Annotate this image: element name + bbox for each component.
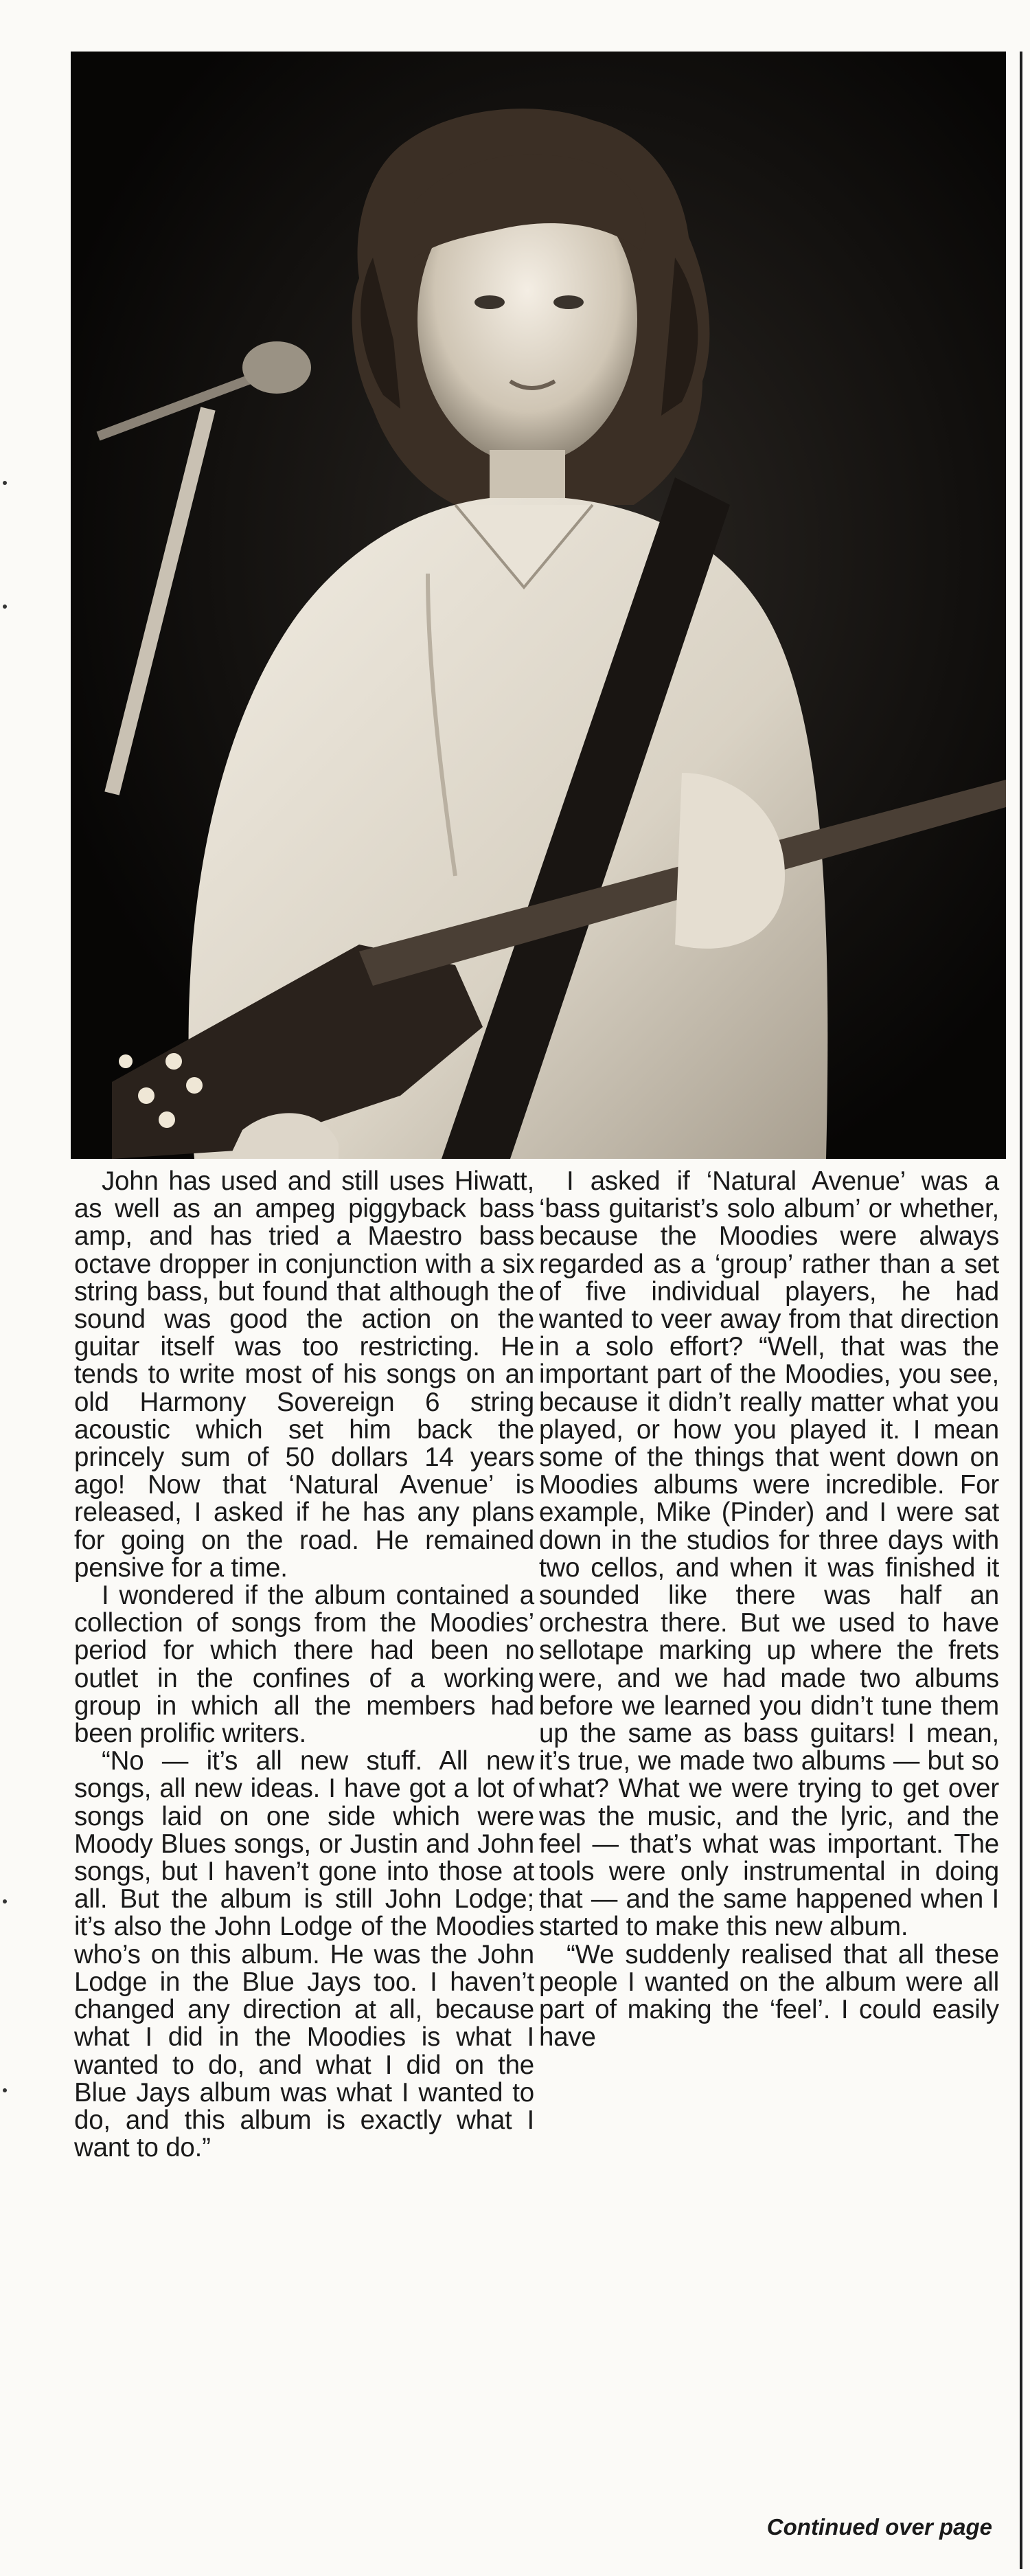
article-paragraph: “No — it’s all new stuff. All new songs, all new ideas. I have got a lot of songs laid on one side which were Moody Blues songs, or Justin and John songs, but I haven’t gone into those at all. But the album is still John Lodge; it’s also the John Lodge of the Moodies who’s on this album. He was the John Lodge in the Blue Jays too. I haven’t changed any direction at all, because what I did in the Moodies is what I wanted to do, and what I did on the Blue Jays album was what I wanted to do, and this album is exactly what I want to do.” — [74, 1746, 534, 2163]
article-paragraph: I asked if ‘Natural Avenue’ was a ‘bass guitarist’s solo album’ or whether, because the Moodies were always regarded as a ‘group’ rather than a set of five individual players, he had wanted to veer away from that direction in a solo effort? “Well, that was the important part of the Moodies, you see, because it didn’t really matter what you played, or how you played it. I mean some of the things that went down on Moodies albums were incredible. For example, Mike (Pinder) and I were sat down in the studios for three days with two cellos, and when it was finished it sounded like there was half an orchestra there. But we used to have sellotape marking up where the frets were, and we had made two albums before we learned you didn’t tune them up the same as bass guitars! I mean, it’s true, we made two albums — but so what? What we were trying to get over was the music, and the lyric, and the feel — that’s what was important. The tools were only instrumental in doing that — and the same happened when I started to make this new album. — [539, 1166, 999, 1942]
article-paragraph: “We suddenly realised that all these people I wanted on the album were all part of making the ‘feel’. I could easily have — [539, 1939, 999, 2053]
continued-over-page-label: Continued over page — [766, 2514, 992, 2540]
binding-hole-mark — [3, 605, 7, 609]
article-paragraph: John has used and still uses Hiwatt, as well as an ampeg piggyback bass amp, and has tried a Maestro bass octave dropper in conjunction with a six string bass, but found that although the sound was good the action on the guitar itself was too restricting. He tends to write most of his songs on an old Harmony Sovereign 6 string acoustic which set him back the princely sum of 50 dollars 14 years ago! Now that ‘Natural Avenue’ is released, I asked if he has any plans for going on the road. He remained pensive for a time. — [74, 1166, 534, 1583]
article-paragraph: I wondered if the album contained a collection of songs from the Moodies’ period for which there had been no outlet in the confines of a working group in which all the members had been prolific writers. — [74, 1581, 534, 1749]
article-right-column — [539, 1168, 999, 2052]
binding-hole-mark — [3, 2088, 7, 2092]
binding-hole-mark — [3, 1899, 7, 1903]
concert-photo — [71, 52, 1006, 1159]
binding-hole-mark — [3, 481, 7, 485]
article-left-column — [74, 1168, 534, 2162]
column-rule — [1020, 52, 1022, 2569]
